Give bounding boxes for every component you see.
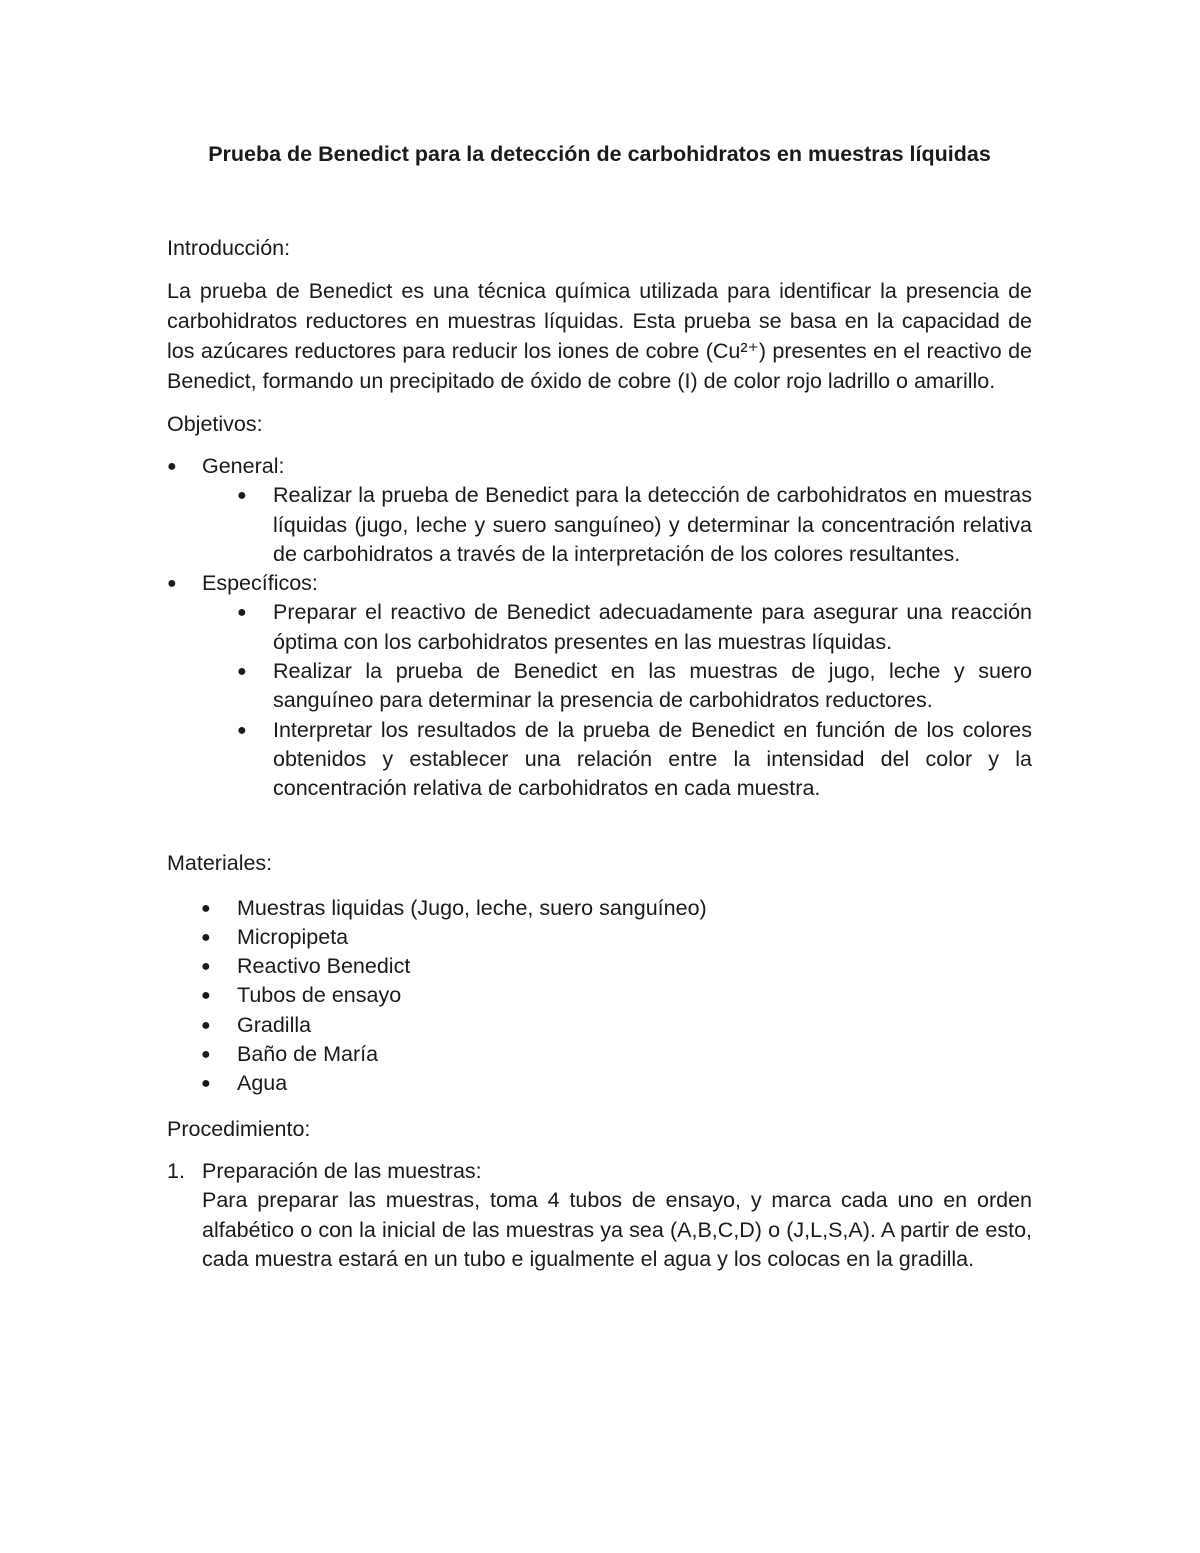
general-objective-text: Realizar la prueba de Benedict para la detección de carbohidratos en muestras líquidas (jugo, leche y suero sanguíneo) y determinar la concentración relativa de carbohidratos a través de la interpretación de los colores resultantes. bbox=[273, 483, 1032, 566]
bullet-icon: ● bbox=[201, 1016, 211, 1034]
list-item bbox=[167, 657, 1032, 716]
specific-objective-text: Preparar el reactivo de Benedict adecuadamente para asegurar una reacción óptima con los carbohidratos presentes en las muestras líquidas. bbox=[273, 600, 1032, 654]
list-item bbox=[167, 452, 1032, 481]
list-item bbox=[167, 894, 1032, 923]
list-item bbox=[167, 981, 1032, 1010]
bullet-icon: ● bbox=[167, 575, 177, 593]
bullet-icon: ● bbox=[201, 928, 211, 946]
bullet-icon: ● bbox=[237, 663, 247, 681]
bullet-icon: ● bbox=[167, 458, 177, 475]
list-item bbox=[167, 952, 1032, 981]
list-item bbox=[167, 923, 1032, 952]
bullet-icon: ● bbox=[237, 721, 247, 739]
material-text: Muestras liquidas (Jugo, leche, suero sanguíneo) bbox=[237, 895, 707, 920]
bullet-icon: ● bbox=[201, 958, 211, 976]
list-item bbox=[167, 598, 1032, 657]
materials-heading: Materiales: bbox=[167, 850, 273, 875]
bullet-icon: ● bbox=[201, 899, 211, 917]
introduction-heading: Introducción: bbox=[167, 236, 291, 260]
list-item bbox=[167, 569, 1032, 598]
list-item bbox=[167, 481, 1032, 569]
list-item bbox=[167, 1011, 1032, 1040]
material-text: Micropipeta bbox=[237, 924, 349, 949]
objectives-heading: Objetivos: bbox=[167, 412, 263, 436]
material-text: Baño de María bbox=[237, 1042, 379, 1067]
bullet-icon: ● bbox=[237, 604, 247, 622]
bullet-icon: ● bbox=[201, 1046, 211, 1064]
list-item bbox=[167, 1069, 1032, 1098]
bullet-icon: ● bbox=[201, 1075, 211, 1093]
step-title: Preparación de las muestras: bbox=[202, 1158, 482, 1183]
specific-label: Específicos: bbox=[202, 571, 318, 596]
step-text: Para preparar las muestras, toma 4 tubos de ensayo, y marca cada uno en orden alfabético o con la inicial de las muestras ya sea (A,B,C,D) o (J,L,S,A). A partir de esto, cada muestra estará en un tubo e igualmente el agua y los colocas en la gradilla. bbox=[202, 1188, 1032, 1272]
procedure-list bbox=[167, 1157, 1032, 1275]
introduction-paragraph: La prueba de Benedict es una técnica química utilizada para identificar la presencia de carbohidratos reductores en muestras líquidas. Esta prueba se basa en la capacidad de los azúcares reductores para reducir los iones de cobre (Cu²⁺) presentes en el reactivo de Benedict, formando un precipitado de óxido de cobre (I) de color rojo ladrillo o amarillo. bbox=[167, 279, 1032, 393]
specific-objective-text: Interpretar los resultados de la prueba de Benedict en función de los colores obtenidos y establecer una relación entre la intensidad del color y la concentración relativa de carbohidratos en cada muestra. bbox=[273, 717, 1032, 801]
step-number: 1. bbox=[167, 1158, 185, 1183]
material-text: Reactivo Benedict bbox=[237, 954, 411, 979]
list-item bbox=[167, 716, 1032, 804]
procedure-heading: Procedimiento: bbox=[167, 1116, 311, 1141]
specific-objective-text: Realizar la prueba de Benedict en las muestras de jugo, leche y suero sanguíneo para determinar la presencia de carbohidratos reductores. bbox=[273, 659, 1032, 713]
material-text: Tubos de ensayo bbox=[237, 983, 402, 1008]
material-text: Agua bbox=[237, 1071, 288, 1096]
document-title: Prueba de Benedict para la detección de carbohidratos en muestras líquidas bbox=[208, 142, 991, 166]
materials-list bbox=[167, 894, 1032, 1099]
procedure-step bbox=[167, 1157, 1032, 1275]
bullet-icon: ● bbox=[201, 987, 211, 1005]
list-item bbox=[167, 1040, 1032, 1069]
objectives-list bbox=[167, 452, 1032, 804]
general-label: General: bbox=[202, 454, 285, 478]
material-text: Gradilla bbox=[237, 1012, 312, 1037]
bullet-icon: ● bbox=[237, 487, 247, 505]
